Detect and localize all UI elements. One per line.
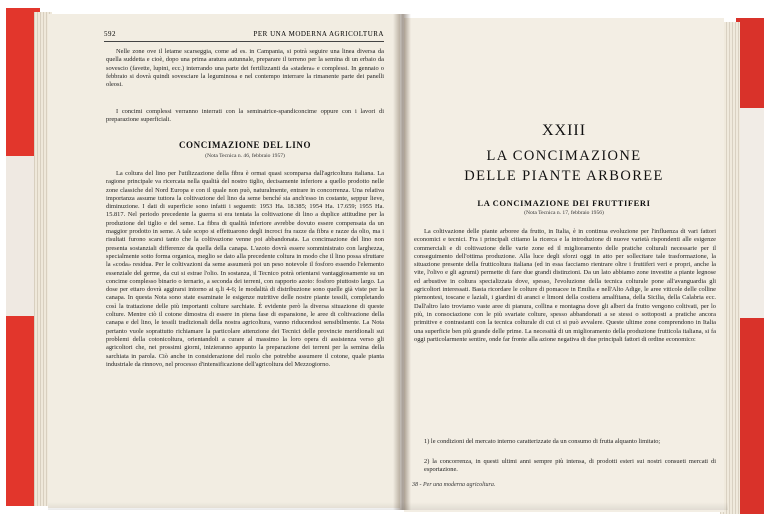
header-rule (104, 41, 384, 42)
page-footer: 38 - Per una moderna agricoltura. (412, 482, 496, 488)
bottom-shadow (48, 502, 728, 510)
page-number: 592 (104, 30, 116, 38)
intro-paragraph: Nelle zone ove il letame scarseggia, come ad es. in Campania, si potrà seguire una linea diversa da quella suddetta e cioè, dopo una prima aratura autunnale, preparare il terreno per la semina di un erbaio da sovescio (favette, lupini, ecc.) interrando una parte dei fertilizzanti da «stadera» e complessi. In gennaio o febbraio si dovrà quindi sovesciare la leguminosa e nel contempo interrare la rimanente parte dei panelli oleosi. (106, 48, 384, 89)
section-title: CONCIMAZIONE DEL LINO (178, 140, 312, 150)
cover-stripe (736, 108, 764, 318)
left-running-head (104, 30, 384, 42)
right-body-text: La coltivazione delle piante arboree da frutto, in Italia, è in continua evoluzione per l'influenza di vari fattori economici e tecnici. Fra i principali citiamo la ricerca e la introduzione di nuove varietà rispondenti alle esigenze commerciali e di coltivazione delle varie zone ed il miglioramento delle pratiche colturali necessarie per il conseguimento dell'ottima produzione. Alla luce degli sforzi oggi in atto per sollecitare tale trasformazione, la situazione presente della frutticoltura italiana (ed in essa facciamo rientrare oltre i fruttiferi veri e propri, anche la vite, l'olivo e gli agrumi) permette di fare due grandi distinzioni. Da un lato abbiamo zone investite a piante legnose ed arbustive in coltura specializzata dove, spesso, l'evoluzione della tecnica colturale pone all'avanguardia gli agricoltori interessati. Basta ricordare le colture di pomacee in Emilia e nell'Alto Adige, le aree viticole delle colline piemontesi, toscane e laziali, i giardini di aranci e limoni della costiera amalfitana, della Sicilia, della Calabria ecc. Dall'altro lato troviamo vaste aree di pianura, collina e montagna dove gli alberi da frutto vengono coltivati, per lo più, in consociazione con le più svariate colture, spesso abbandonati a se stessi o sottoposti a pratiche ancora primitive e contrastanti con la tecnica colturale di cui ci si può avvalere. Queste ultime zone comprendono in Italia una superficie ben più grande delle prime. La necessità di un miglioramento della produzione frutticola italiana, si fa oggi particolarmente sentire, onde far fronte alla azione negativa di due principali fattori di ordine economico: (414, 228, 716, 343)
chapter-title-line-2: DELLE PIANTE ARBOREE (464, 168, 664, 184)
list-item-2: 2) la concorrenza, in questi ultimi anni sempre più intensa, di prodotti esteri sui nostri consueti mercati di esportazione. (424, 458, 716, 474)
intro-paragraph-2: I concimi complessi verranno interrati con la seminatrice-spandiconcime oppure con i lavori di preparazione superficiali. (106, 108, 384, 124)
chapter-number: XXIII (541, 122, 587, 139)
book-gutter (393, 14, 411, 510)
right-section-note: (Nota Tecnica n. 17, febbraio 1956) (524, 210, 604, 216)
running-title: PER UNA MODERNA AGRICOLTURA (253, 30, 384, 38)
chapter-title-line-1: LA CONCIMAZIONE (486, 148, 642, 164)
book-cover-right (736, 18, 764, 514)
right-section-title: LA CONCIMAZIONE DEI FRUTTIFERI (477, 198, 651, 208)
list-item-1: 1) le condizioni del mercato interno caratterizzate da un consumo di frutta alquanto limitato; (424, 438, 661, 445)
chapter-title (404, 146, 724, 186)
section-note: (Nota Tecnica n. 46, febbraio 1957) (205, 153, 285, 159)
body-text: La coltura del lino per l'utilizzazione della fibra è ormai quasi scomparsa dall'agricoltura italiana. La ragione principale va ricercata nella qualità del nostro tiglio, decisamente inferiore a quello prodotto nelle zone classiche del Nord Europa e con il quale non può, naturalmente, entrare in concorrenza. Una relativa importanza assume tuttora la coltivazione del lino da seme benché sia anch'esso in costante, seppur lieve, diminuzione. I dati di superficie sono infatti i seguenti: 1953 Ha. 18.385; 1954 Ha. 17.659; 1955 Ha. 15.817. Nel periodo precedente la guerra si era tentata la coltivazione di lino a duplice attitudine per la produzione del tiglio e del seme. La fibra di qualità inferiore avrebbe dovuto essere compensata da un maggior prodotto in seme. A tale scopo si effettuarono degli incroci fra razze da fibra e razze da olio, ma i risultati furono scarsi tanto che la coltivazione venne poi abbandonata. La concimazione del lino non presenta sostanziali differenze da quella della canapa. L'azoto dovrà essere somministrato con larghezza, specialmente sotto forma organica, meglio se dato alla precedente coltura in modo che il lino possa sfruttare la «coda» residua. Per le coltivazioni da seme assumerà poi un peso notevole il fosforo essendo l'elemento essenziale del germe, da cui si estrae l'olio. In sostanza, il Tecnico potrà orientarsi vantaggiosamente su un concime complesso binario o ternario, a seconda dei terreni, con rapporto azoto: fosforo piuttosto largo. La dose per ettaro dovrà aggirarsi intorno ai q.li 4-6; le modalità di distribuzione sono quelle già viste per la canapa. In questa Nota sono state esaminate le esigenze nutritive delle nostre piante tessili, completando così la trattazione delle più importanti colture sarchiate. È evidente però la diversa situazione di queste colture. Mentre ciò il cotone dimostra di essere in piena fase di espansione, le aree di coltivazione della canapa e del lino, le tessili tradizionali della nostra agricoltura, vanno riducendosi sensibilmente. La Nota pertanto vuole soprattutto richiamare la particolare attenzione dei Tecnici delle provincie meridionali sui problemi della cotonicoltura, orientandoli a curare al massimo la loro opera di assistenza verso gli agricoltori che, nei prossimi giorni, inizieranno appunto la preparazione dei terreni per la semina della sarchiata in parola. Ciò anche in considerazione del ruolo che potrebbe assumere il cotone, quale pianta industriale da rinnovo, nel processo d'intensificazione dell'agricoltura del Mezzogiorno. (106, 170, 384, 368)
